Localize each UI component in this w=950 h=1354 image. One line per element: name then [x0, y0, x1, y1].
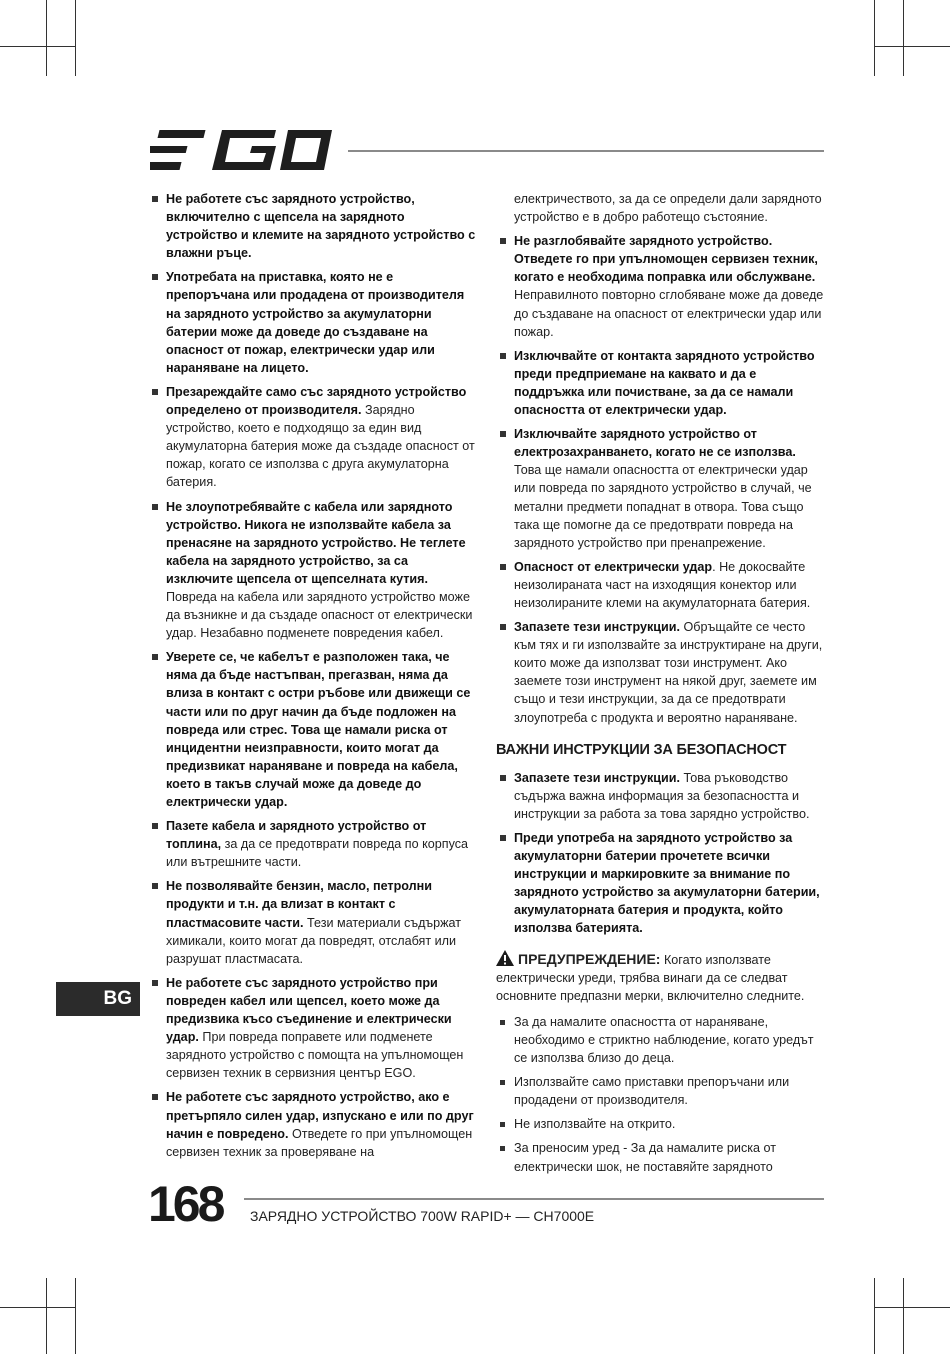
list-item: Употребата на приставка, която не е препоръчана или продадена от производителя на зарядното устройство за акумулаторни батерии може да доведе до създаване на опасност от пожар, електрически удар или нараняване на лицето.: [148, 268, 478, 377]
crop-mark: [46, 1278, 47, 1354]
crop-mark: [75, 0, 76, 76]
list-item: Не работете със зарядното устройство, включително с щепсела на зарядното устройство и клемите на зарядното устройство с влажни ръце.: [148, 190, 478, 262]
list-item: Запазете тези инструкции. Обръщайте се често към тях и ги използвайте за инструктиране на други, които може да използват този инструмент. Ако заемете този инструмент на някой друг, заемете им също и тези инструкции, за да се предотврати злоупотреба с продукта и вероятно нараняване.: [496, 618, 826, 727]
crop-mark: [0, 46, 76, 47]
language-tab: BG: [56, 982, 140, 1016]
list-item: За преносим уред - За да намалите риска от електрически шок, не поставяйте зарядното: [496, 1139, 826, 1175]
list-item: Изключвайте зарядното устройство от електрозахранването, когато не се използва. Това ще намали опасността от електрически удар или повреда по зарядното устройство в случай, че метални предмети попаднат в отвора. Това също така ще помогне да се предотврати повреда на зарядното устройство при пренапрежение.: [496, 425, 826, 552]
list-item: Преди употреба на зарядното устройство за акумулаторни батерии прочетете всички инструкции и маркировките за внимание по зарядното устройство за акумулаторни батерии, акумулаторната батерия и продукта, който използва батерията.: [496, 829, 826, 938]
safety-bullet-list: [496, 769, 826, 938]
warning-bullet-list: [496, 1013, 826, 1176]
section-heading: ВАЖНИ ИНСТРУКЦИИ ЗА БЕЗОПАСНОСТ: [496, 741, 787, 758]
list-item: Пазете кабела и зарядното устройство от топлина, за да се предотврати повреда по корпуса или вътрешните части.: [148, 817, 478, 871]
crop-mark: [874, 46, 950, 47]
right-bullet-list: [496, 232, 826, 726]
warning-triangle-icon: [496, 950, 514, 966]
list-item: Не разглобявайте зарядното устройство. Отведете го при упълномощен сервизен техник, когато е необходима поправка или обслужване. Неправилното повторно сглобяване може да доведе до създаване на опасност от електрически удар или пожар.: [496, 232, 826, 341]
left-column: [148, 190, 478, 1167]
page-number: 168: [148, 1176, 223, 1232]
warning-text: Когато използвате електрически уреди, трябва винаги да се следват основните предпазни мерки, включително следните.: [496, 952, 805, 1003]
list-item: Изключвайте от контакта зарядното устройство преди предприемане на каквато и да е поддръжка или почистване, за да се намали опасността от електрически удар.: [496, 347, 826, 419]
warning-paragraph: [496, 950, 826, 1005]
list-item: Не работете със зарядното устройство при повреден кабел или щепсел, което може да предизвика късо съединение и електрически удар. При повреда поправете или подменете зарядното устройство с помощта на упълномощен сервизен техник в сервизния център EGO.: [148, 974, 478, 1083]
left-bullet-list: [148, 190, 478, 1161]
footer-rule: [244, 1198, 824, 1200]
crop-mark: [903, 1278, 904, 1354]
crop-mark: [903, 0, 904, 76]
warning-label: ПРЕДУПРЕЖДЕНИЕ:: [518, 950, 661, 967]
list-item: Използвайте само приставки препоръчани или продадени от производителя.: [496, 1073, 826, 1109]
list-item: Не злоупотребявайте с кабела или зарядното устройство. Никога не използвайте кабела за пренасяне на зарядното устройство. Не теглете кабела на зарядното устройство, за са изключите щепсела от щепселната кутия. Повреда на кабела или зарядното устройство може да възникне и да създаде опасност от електрически удар. Незабавно подменете повредения кабел.: [148, 498, 478, 643]
list-item: Не използвайте на открито.: [496, 1115, 826, 1133]
header-rule: [348, 150, 824, 152]
list-item: Опасност от електрически удар. Не докосвайте неизолираната част на изходящия конектор или неизолираните клеми на акумулаторната батерия.: [496, 558, 826, 612]
footer-title: ЗАРЯДНО УСТРОЙСТВО 700W RAPID+ — CH7000E: [250, 1208, 595, 1224]
crop-mark: [874, 1278, 875, 1354]
continuation-text: електричеството, за да се определи дали зарядното устройство е в добро работещо състояние.: [514, 192, 822, 225]
list-item: Не позволявайте бензин, масло, петролни продукти и т.н. да влизат в контакт с пластмасовите части. Тези материали съдържат химикали, които могат да повредят, отслабят или разрушат пластмасата.: [148, 877, 478, 967]
crop-mark: [46, 0, 47, 76]
crop-mark: [75, 1278, 76, 1354]
list-item: За да намалите опасността от нараняване, необходимо е стриктно наблюдение, когато уредът се използва близо до деца.: [496, 1013, 826, 1067]
crop-mark: [0, 1307, 76, 1308]
crop-mark: [874, 1307, 950, 1308]
right-column: [496, 190, 826, 1182]
crop-mark: [874, 0, 875, 76]
list-item: Презареждайте само със зарядното устройство определено от производителя. Зарядно устройство, което е подходящо за един вид акумулаторна батерия може да създаде опасност от пожар, когато се използва с друга акумулаторна батерия.: [148, 383, 478, 492]
list-item: Запазете тези инструкции. Това ръководство съдържа важна информация за безопасността и инструкции за работа за това зарядно устройство.: [496, 769, 826, 823]
list-item: Уверете се, че кабелът е разположен така, че няма да бъде настъпван, прегазван, няма да влиза в контакт с остри ръбове или движещи се части или по друг начин да бъде подложен на повреда или стрес. Това ще намали риска от инцидентни неизправности, които могат да предизвикат нараняване и повреда на кабела, което в такъв случай може да доведе до електрически удар.: [148, 648, 478, 811]
ego-logo: [150, 128, 332, 172]
list-item: Не работете със зарядното устройство, ако е претърпяло силен удар, изпускано е или по друг начин е повредено. Отведете го при упълномощен сервизен техник за проверяване на: [148, 1088, 478, 1160]
